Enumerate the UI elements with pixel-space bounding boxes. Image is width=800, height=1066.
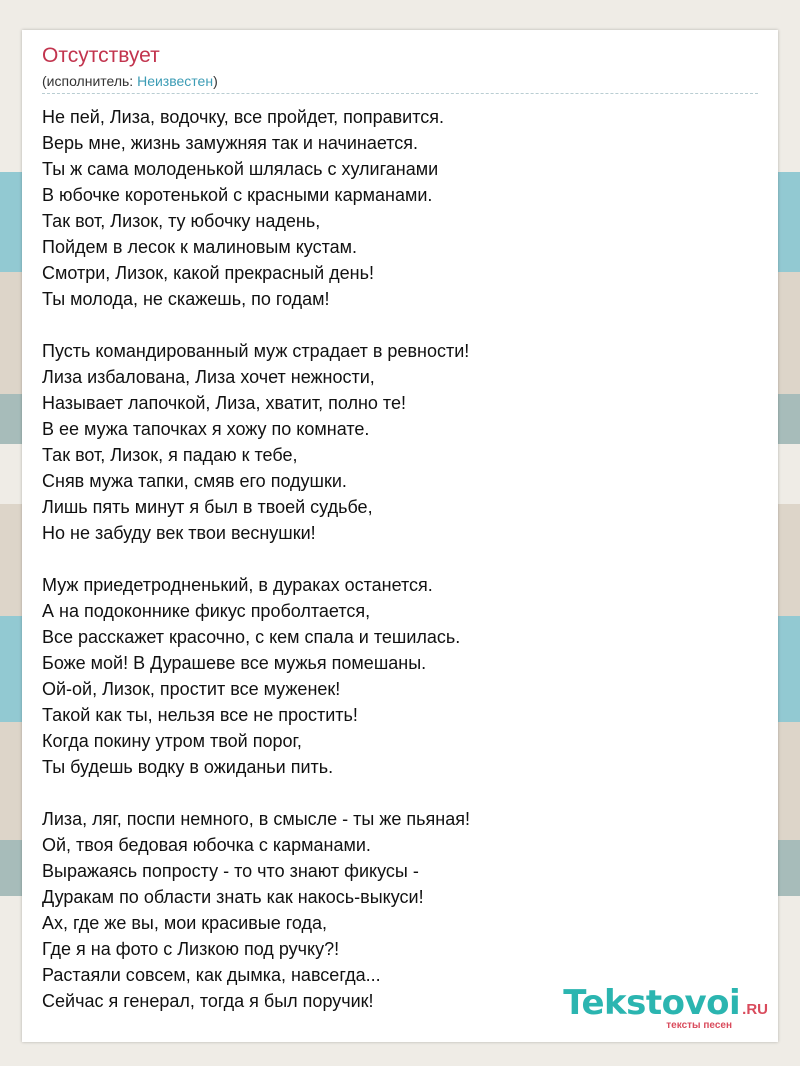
lyrics-line: Ах, где же вы, мои красивые года, bbox=[42, 913, 328, 933]
title-divider bbox=[42, 93, 758, 94]
lyrics-line: Муж приедетродненький, в дураках останется. bbox=[42, 575, 433, 595]
lyrics-line: Выражаясь попросту - то что знают фикусы - bbox=[42, 861, 419, 881]
lyrics-stanza bbox=[42, 104, 762, 312]
lyrics-stanza bbox=[42, 338, 762, 546]
lyrics-line: Сняв мужа тапки, смяв его подушки. bbox=[42, 471, 347, 491]
lyrics-line: Смотри, Лизок, какой прекрасный день! bbox=[42, 263, 374, 283]
lyrics-card bbox=[22, 30, 778, 1042]
lyrics-line: Растаяли совсем, как дымка, навсегда... bbox=[42, 965, 381, 985]
lyrics-line: А на подоконнике фикус проболтается, bbox=[42, 601, 371, 621]
lyrics-line: Все расскажет красочно, с кем спала и тешилась. bbox=[42, 627, 461, 647]
song-title: Отсутствует bbox=[42, 44, 160, 67]
lyrics-line: Верь мне, жизнь замужняя так и начинается. bbox=[42, 133, 419, 153]
artist-prefix: (исполнитель: bbox=[42, 73, 138, 89]
lyrics-line: Ты молода, не скажешь, по годам! bbox=[42, 289, 330, 309]
logo-wordmark: Tekstovoi bbox=[563, 983, 741, 1023]
lyrics-text bbox=[42, 104, 762, 1014]
lyrics-line: Лиза избалована, Лиза хочет нежности, bbox=[42, 367, 375, 387]
lyrics-line: Боже мой! В Дурашеве все мужья помешаны. bbox=[42, 653, 427, 673]
lyrics-line: Дуракам по области знать как накось-выкуси! bbox=[42, 887, 424, 907]
lyrics-line: Сейчас я генерал, тогда я был поручик! bbox=[42, 991, 374, 1011]
lyrics-line: Называет лапочкой, Лиза, хватит, полно те! bbox=[42, 393, 406, 413]
lyrics-line: Когда покину утром твой порог, bbox=[42, 731, 302, 751]
lyrics-line: Не пей, Лиза, водочку, все пройдет, поправится. bbox=[42, 107, 445, 127]
artist-meta bbox=[42, 73, 218, 89]
artist-suffix: ) bbox=[213, 73, 218, 89]
lyrics-line: Такой как ты, нельзя все не простить! bbox=[42, 705, 358, 725]
lyrics-line: Ты ж сама молоденькой шлялась с хулиганами bbox=[42, 159, 439, 179]
lyrics-line: Лишь пять минут я был в твоей судьбе, bbox=[42, 497, 373, 517]
lyrics-line: Ой-ой, Лизок, простит все муженек! bbox=[42, 679, 341, 699]
lyrics-line: Пусть командированный муж страдает в ревности! bbox=[42, 341, 470, 361]
logo-domain: .RU bbox=[742, 1001, 768, 1018]
lyrics-line: Ты будешь водку в ожиданьи пить. bbox=[42, 757, 334, 777]
logo-tagline: тексты песен bbox=[666, 1020, 732, 1031]
lyrics-line: Так вот, Лизок, ту юбочку надень, bbox=[42, 211, 321, 231]
lyrics-line: Так вот, Лизок, я падаю к тебе, bbox=[42, 445, 298, 465]
lyrics-line: Где я на фото с Лизкою под ручку?! bbox=[42, 939, 340, 959]
artist-link[interactable]: Неизвестен bbox=[137, 73, 214, 89]
lyrics-line: В юбочке коротенькой с красными карманами. bbox=[42, 185, 433, 205]
lyrics-line: Лиза, ляг, поспи немного, в смысле - ты же пьяная! bbox=[42, 809, 470, 829]
lyrics-line: Пойдем в лесок к малиновым кустам. bbox=[42, 237, 358, 257]
lyrics-line: Ой, твоя бедовая юбочка с карманами. bbox=[42, 835, 371, 855]
lyrics-stanza bbox=[42, 572, 762, 780]
lyrics-line: Но не забуду век твои веснушки! bbox=[42, 523, 316, 543]
site-logo[interactable] bbox=[563, 983, 768, 1031]
lyrics-line: В ее мужа тапочках я хожу по комнате. bbox=[42, 419, 370, 439]
